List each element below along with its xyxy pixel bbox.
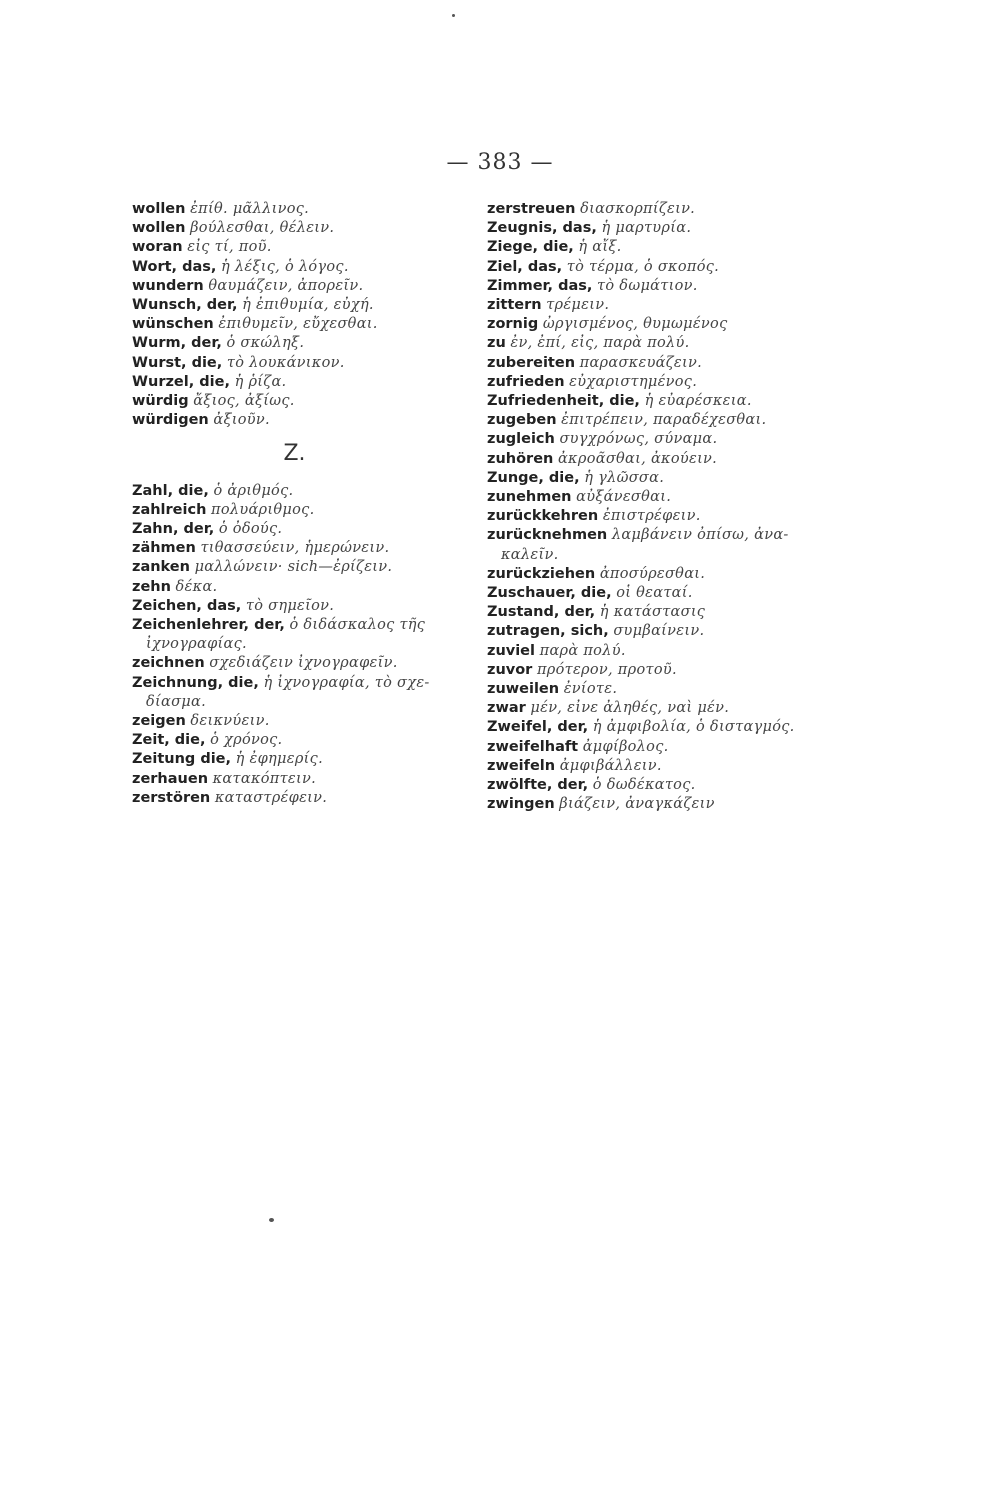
headword: Wunsch, der,: [132, 297, 238, 314]
page-number: — 383 —: [446, 150, 554, 175]
headword: Wurst, die,: [132, 354, 223, 371]
dict-entry: [132, 520, 457, 539]
dict-entry: [132, 731, 457, 750]
dict-entry: [487, 603, 827, 622]
gloss: παρὰ πολύ.: [539, 642, 626, 659]
gloss: ἡ ἐφημερίς.: [235, 751, 323, 768]
gloss: τιθασσεύειν, ἡμερώνειν.: [200, 540, 390, 557]
headword: Zeichnung, die,: [132, 674, 259, 691]
gloss: ἡ ἐπιθυμία, εὐχή.: [242, 297, 374, 314]
gloss: συμβαίνειν.: [613, 623, 705, 640]
headword: zurückziehen: [487, 565, 596, 582]
dict-entry: [487, 622, 827, 641]
gloss: ὁ χρόνος.: [210, 732, 283, 749]
gloss: αὐξάνεσθαι.: [576, 489, 672, 506]
gloss: ἡ γλῶσσα.: [584, 469, 665, 486]
headword: zerstören: [132, 789, 211, 806]
dict-entry: [487, 373, 827, 392]
gloss: ἄξιος, ἀξίως.: [193, 393, 295, 410]
headword: zugleich: [487, 431, 555, 448]
dict-entry: [132, 770, 457, 789]
headword: zähmen: [132, 540, 196, 557]
dict-entry: [132, 411, 457, 430]
gloss: πολυάριθμος.: [211, 501, 315, 518]
dict-entry: [132, 373, 457, 392]
headword: zurücknehmen: [487, 527, 608, 544]
dict-entry: [487, 795, 827, 814]
headword: wundern: [132, 277, 204, 294]
headword: würdig: [132, 393, 189, 410]
gloss: βούλεσθαι, θέλειν.: [190, 220, 335, 237]
gloss: μέν, εἶνε ἀληθές, ναὶ μέν.: [530, 700, 730, 717]
headword: Zimmer, das,: [487, 277, 593, 294]
headword: wünschen: [132, 316, 214, 333]
dict-entry: [487, 296, 827, 315]
headword: Ziege, die,: [487, 239, 574, 256]
gloss: ἡ ἀμφιβολία, ὁ δισταγμός.: [592, 719, 795, 736]
headword: zeigen: [132, 713, 186, 730]
headword: zuvor: [487, 661, 533, 678]
headword: zubereiten: [487, 354, 576, 371]
dict-entry: [132, 219, 457, 238]
gloss: ὁ ὀδούς.: [218, 521, 283, 538]
headword: Zahl, die,: [132, 482, 209, 499]
dict-entry: [132, 616, 457, 654]
gloss: ἡ μαρτυρία.: [601, 220, 692, 237]
ink-speck: [452, 14, 455, 17]
headword: zerstreuen: [487, 201, 576, 217]
dict-entry: [487, 411, 827, 430]
gloss: ἐν, ἐπί, εἰς, παρὰ πολύ.: [510, 335, 690, 352]
headword: würdigen: [132, 412, 209, 429]
headword: Zunge, die,: [487, 469, 580, 486]
dict-entry: [487, 219, 827, 238]
dict-entry: [487, 258, 827, 277]
dict-entry: [487, 488, 827, 507]
dict-entry: [487, 334, 827, 353]
headword: zahlreich: [132, 501, 207, 518]
headword: Wurm, der,: [132, 335, 222, 352]
dict-entry: [132, 482, 457, 501]
headword: zuviel: [487, 642, 535, 659]
gloss: ἡ κατάστασις: [599, 604, 706, 621]
dict-entry: [487, 718, 827, 737]
headword: zornig: [487, 316, 539, 333]
gloss: οἱ θεαταί.: [616, 585, 693, 602]
headword: Ziel, das,: [487, 258, 563, 275]
headword: zwar: [487, 700, 526, 717]
gloss: ἀμφίβολος.: [582, 738, 669, 755]
headword: zufrieden: [487, 373, 565, 390]
gloss: βιάζειν, ἀναγκάζειν: [559, 796, 715, 813]
dict-entry: [487, 430, 827, 449]
dict-entry: [487, 642, 827, 661]
headword: zeichnen: [132, 655, 205, 672]
headword: zutragen, sich,: [487, 623, 609, 640]
dict-entry: [487, 354, 827, 373]
dict-entry: [132, 539, 457, 558]
gloss: ἀμφιβάλλειν.: [559, 757, 662, 774]
gloss: διασκορπίζειν.: [580, 201, 696, 217]
dict-entry: [487, 776, 827, 795]
gloss: ἀποσύρεσθαι.: [599, 565, 706, 582]
dict-entry: [487, 450, 827, 469]
headword: Zuschauer, die,: [487, 585, 612, 602]
dict-entry: [487, 469, 827, 488]
dict-entry: [132, 258, 457, 277]
gloss: ὠργισμένος, θυμωμένος: [542, 316, 728, 333]
headword: zittern: [487, 297, 542, 314]
gloss: συγχρόνως, σύναμα.: [559, 431, 718, 448]
gloss: ἡ αἴξ.: [578, 239, 622, 256]
dict-entry: [132, 750, 457, 769]
headword: Zustand, der,: [487, 604, 596, 621]
gloss: λαμβάνειν ὀπίσω, ἀνα-: [611, 527, 789, 544]
headword: Zeugnis, das,: [487, 220, 597, 237]
headword: zunehmen: [487, 489, 572, 506]
entries-w: [132, 200, 457, 430]
gloss: ἡ εὐαρέσκεια.: [644, 393, 752, 410]
dict-entry: [487, 661, 827, 680]
gloss: ἡ λέξις, ὁ λόγος.: [221, 258, 349, 275]
headword: Zeichen, das,: [132, 597, 242, 614]
dict-entry: [132, 392, 457, 411]
dict-entry: [132, 277, 457, 296]
entries-z: [132, 482, 457, 808]
dict-entry: [487, 757, 827, 776]
dict-entry: [487, 680, 827, 699]
headword: zuweilen: [487, 681, 560, 698]
dict-entry: [487, 315, 827, 334]
section-letter-heading: Z.: [283, 441, 306, 467]
gloss: θαυμάζειν, ἀπορεῖν.: [208, 277, 364, 294]
dict-entry: [132, 334, 457, 353]
dict-entry: [132, 354, 457, 373]
gloss: παρασκευάζειν.: [579, 354, 703, 371]
gloss-continuation: ἰχνογραφίας.: [146, 636, 247, 653]
gloss: καταστρέφειν.: [214, 789, 328, 806]
headword: zehn: [132, 578, 171, 595]
dict-entry: [132, 296, 457, 315]
dict-entry: [132, 597, 457, 616]
headword: zuhören: [487, 450, 554, 467]
headword: Zeitung die,: [132, 751, 232, 768]
headword: Zufriedenheit, die,: [487, 393, 640, 410]
headword: zwingen: [487, 796, 555, 813]
gloss-continuation: καλεῖν.: [501, 546, 559, 563]
gloss: ἐπιστρέφειν.: [602, 508, 701, 525]
dict-entry: [487, 526, 827, 564]
headword: zweifelhaft: [487, 738, 579, 755]
dict-entry: [487, 277, 827, 296]
gloss: ἀκροᾶσθαι, ἀκούειν.: [557, 450, 718, 467]
gloss: μαλλώνειν· sich—ἐρίζειν.: [194, 559, 393, 576]
gloss: ὁ ἀριθμός.: [213, 482, 294, 499]
gloss: ἡ ἰχνογραφία, τὸ σχε-: [263, 674, 430, 691]
dict-entry: [487, 738, 827, 757]
headword: zu: [487, 335, 506, 352]
dict-entry: [132, 558, 457, 577]
gloss: εὐχαριστημένος.: [569, 373, 698, 390]
ink-speck: [269, 1218, 274, 1222]
headword: Wurzel, die,: [132, 373, 230, 390]
dict-entry: [132, 712, 457, 731]
gloss: ἐπίθ. μᾶλλινος.: [190, 201, 310, 217]
dict-entry: [132, 238, 457, 257]
gloss: εἰς τί, ποῦ.: [187, 239, 272, 256]
headword: zugeben: [487, 412, 557, 429]
headword: zweifeln: [487, 757, 556, 774]
gloss: σχεδιάζειν ἰχνογραφεῖν.: [209, 655, 398, 672]
headword: Zahn, der,: [132, 521, 215, 538]
headword: woran: [132, 239, 183, 256]
gloss: ἐνίοτε.: [563, 681, 618, 698]
dict-entry: [132, 200, 457, 219]
gloss: ἀξιοῦν.: [213, 412, 270, 429]
dict-entry: [487, 238, 827, 257]
headword: Zweifel, der,: [487, 719, 589, 736]
dict-entry: [487, 565, 827, 584]
gloss: δέκα.: [175, 578, 218, 595]
dict-entry: [132, 501, 457, 520]
headword: Zeit, die,: [132, 732, 206, 749]
gloss: τὸ λουκάνικον.: [226, 354, 345, 371]
gloss: ὁ σκώληξ.: [226, 335, 305, 352]
headword: zurückkehren: [487, 508, 599, 525]
gloss: τρέμειν.: [546, 297, 610, 314]
dict-entry: [487, 392, 827, 411]
dict-entry: [487, 507, 827, 526]
right-column: [487, 200, 827, 815]
headword: zerhauen: [132, 770, 209, 787]
gloss: δεικνύειν.: [190, 713, 270, 730]
dict-entry: [132, 674, 457, 712]
gloss: τὸ σημεῖον.: [245, 597, 335, 614]
gloss: ὁ διδάσκαλος τῆς: [289, 617, 426, 634]
left-column: [132, 200, 457, 808]
gloss: τὸ δωμάτιον.: [597, 277, 698, 294]
dict-entry: [487, 699, 827, 718]
headword: Wort, das,: [132, 258, 217, 275]
headword: wollen: [132, 220, 186, 237]
dict-entry: [132, 315, 457, 334]
headword: wollen: [132, 201, 186, 217]
dict-entry: [132, 789, 457, 808]
dict-entry: [487, 584, 827, 603]
gloss: ἡ ῥίζα.: [234, 373, 287, 390]
dict-entry: [132, 654, 457, 673]
gloss: ὁ δωδέκατος.: [592, 777, 696, 794]
dict-entry: [132, 578, 457, 597]
headword: zwölfte, der,: [487, 777, 589, 794]
gloss: ἐπιθυμεῖν, εὔχεσθαι.: [218, 316, 378, 333]
gloss: κατακόπτειν.: [212, 770, 317, 787]
gloss: τὸ τέρμα, ὁ σκοπός.: [566, 258, 720, 275]
headword: zanken: [132, 559, 190, 576]
dict-entry: [487, 200, 827, 219]
headword: Zeichenlehrer, der,: [132, 617, 285, 634]
gloss: ἐπιτρέπειν, παραδέχεσθαι.: [561, 412, 767, 429]
gloss: πρότερον, προτοῦ.: [536, 661, 677, 678]
gloss-continuation: δίασμα.: [146, 693, 207, 710]
